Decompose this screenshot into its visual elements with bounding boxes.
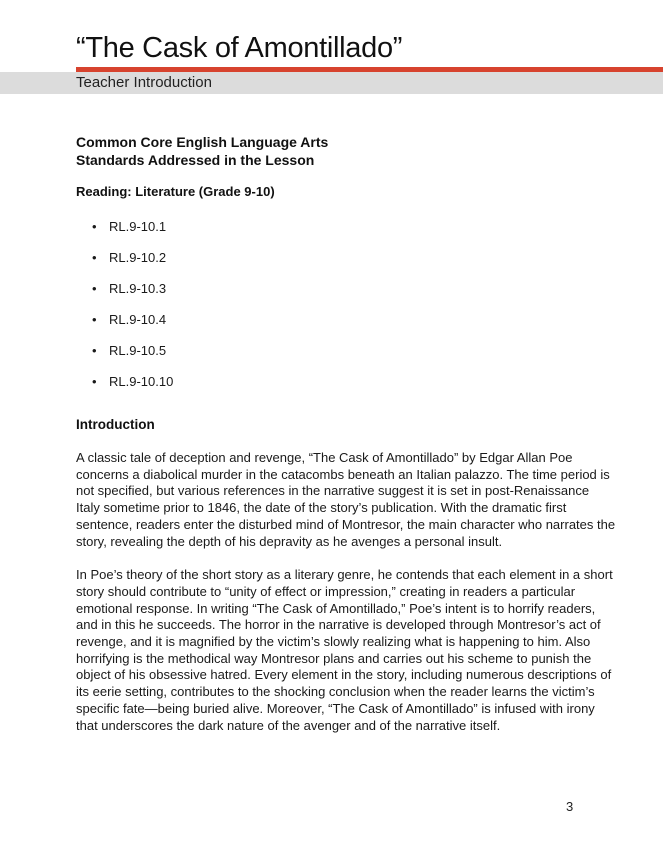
page-number: 3: [566, 799, 574, 814]
standards-heading-line-2: Standards Addressed in the Lesson: [76, 152, 315, 168]
list-item: • RL.9-10.5: [92, 343, 167, 358]
reading-literature-subheading: Reading: Literature (Grade 9-10): [76, 184, 275, 199]
bullet-icon: •: [92, 219, 97, 234]
list-item: • RL.9-10.4: [92, 312, 167, 327]
page-subtitle: Teacher Introduction: [76, 74, 212, 91]
standards-heading-line-1: Common Core English Language Arts: [76, 134, 329, 150]
standards-section: [76, 133, 616, 404]
main-content: [76, 133, 616, 734]
standards-list: [76, 218, 616, 404]
introduction-section: [76, 416, 616, 734]
list-item: • RL.9-10.2: [92, 250, 167, 265]
introduction-heading: Introduction: [76, 417, 155, 432]
page-title: “The Cask of Amontillado”: [76, 32, 403, 64]
list-item: • RL.9-10.10: [92, 374, 174, 389]
bullet-icon: •: [92, 343, 97, 358]
list-item: • RL.9-10.1: [92, 219, 167, 234]
list-item: • RL.9-10.3: [92, 281, 167, 296]
bullet-icon: •: [92, 312, 97, 327]
bullet-icon: •: [92, 374, 97, 389]
bullet-icon: •: [92, 250, 97, 265]
introduction-paragraph-2: In Poe’s theory of the short story as a literary genre, he contends that each element in a short story should contribute to “unity of effect or impression,” creating in readers a particular emotional response. In writing “The Cask of Amontillado,” Poe’s intent is to horrify readers, and in this he succeeds. The horror in the narrative is developed through Montresor’s act of revenge, and it is magnified by the victim’s slowly realizing what is happening to him. Also horrifying is the methodical way Montresor plans and carries out his scheme to punish the object of his obsessive hatred. Every element in the story, including numerous descriptions of its eerie setting, contributes to the shocking conclusion when the reader learns the victim’s specific fate—being buried alive. Moreover, “The Cask of Amontillado” is infused with irony that underscores the dark nature of the avenger and of the narrative itself.: [76, 567, 613, 733]
bullet-icon: •: [92, 281, 97, 296]
introduction-paragraph-1: A classic tale of deception and revenge, “The Cask of Amontillado” by Edgar Allan Poe concerns a diabolical murder in the catacombs beneath an Italian palazzo. The time period is not specified, but various references in the narrative suggest it is set in post-Renaissance Italy sometime prior to 1846, the date of the story’s publication. With the dramatic first sentence, readers enter the disturbed mind of Montresor, the main character who narrates the story, revealing the depth of his depravity as he avenges a personal insult.: [76, 450, 616, 549]
